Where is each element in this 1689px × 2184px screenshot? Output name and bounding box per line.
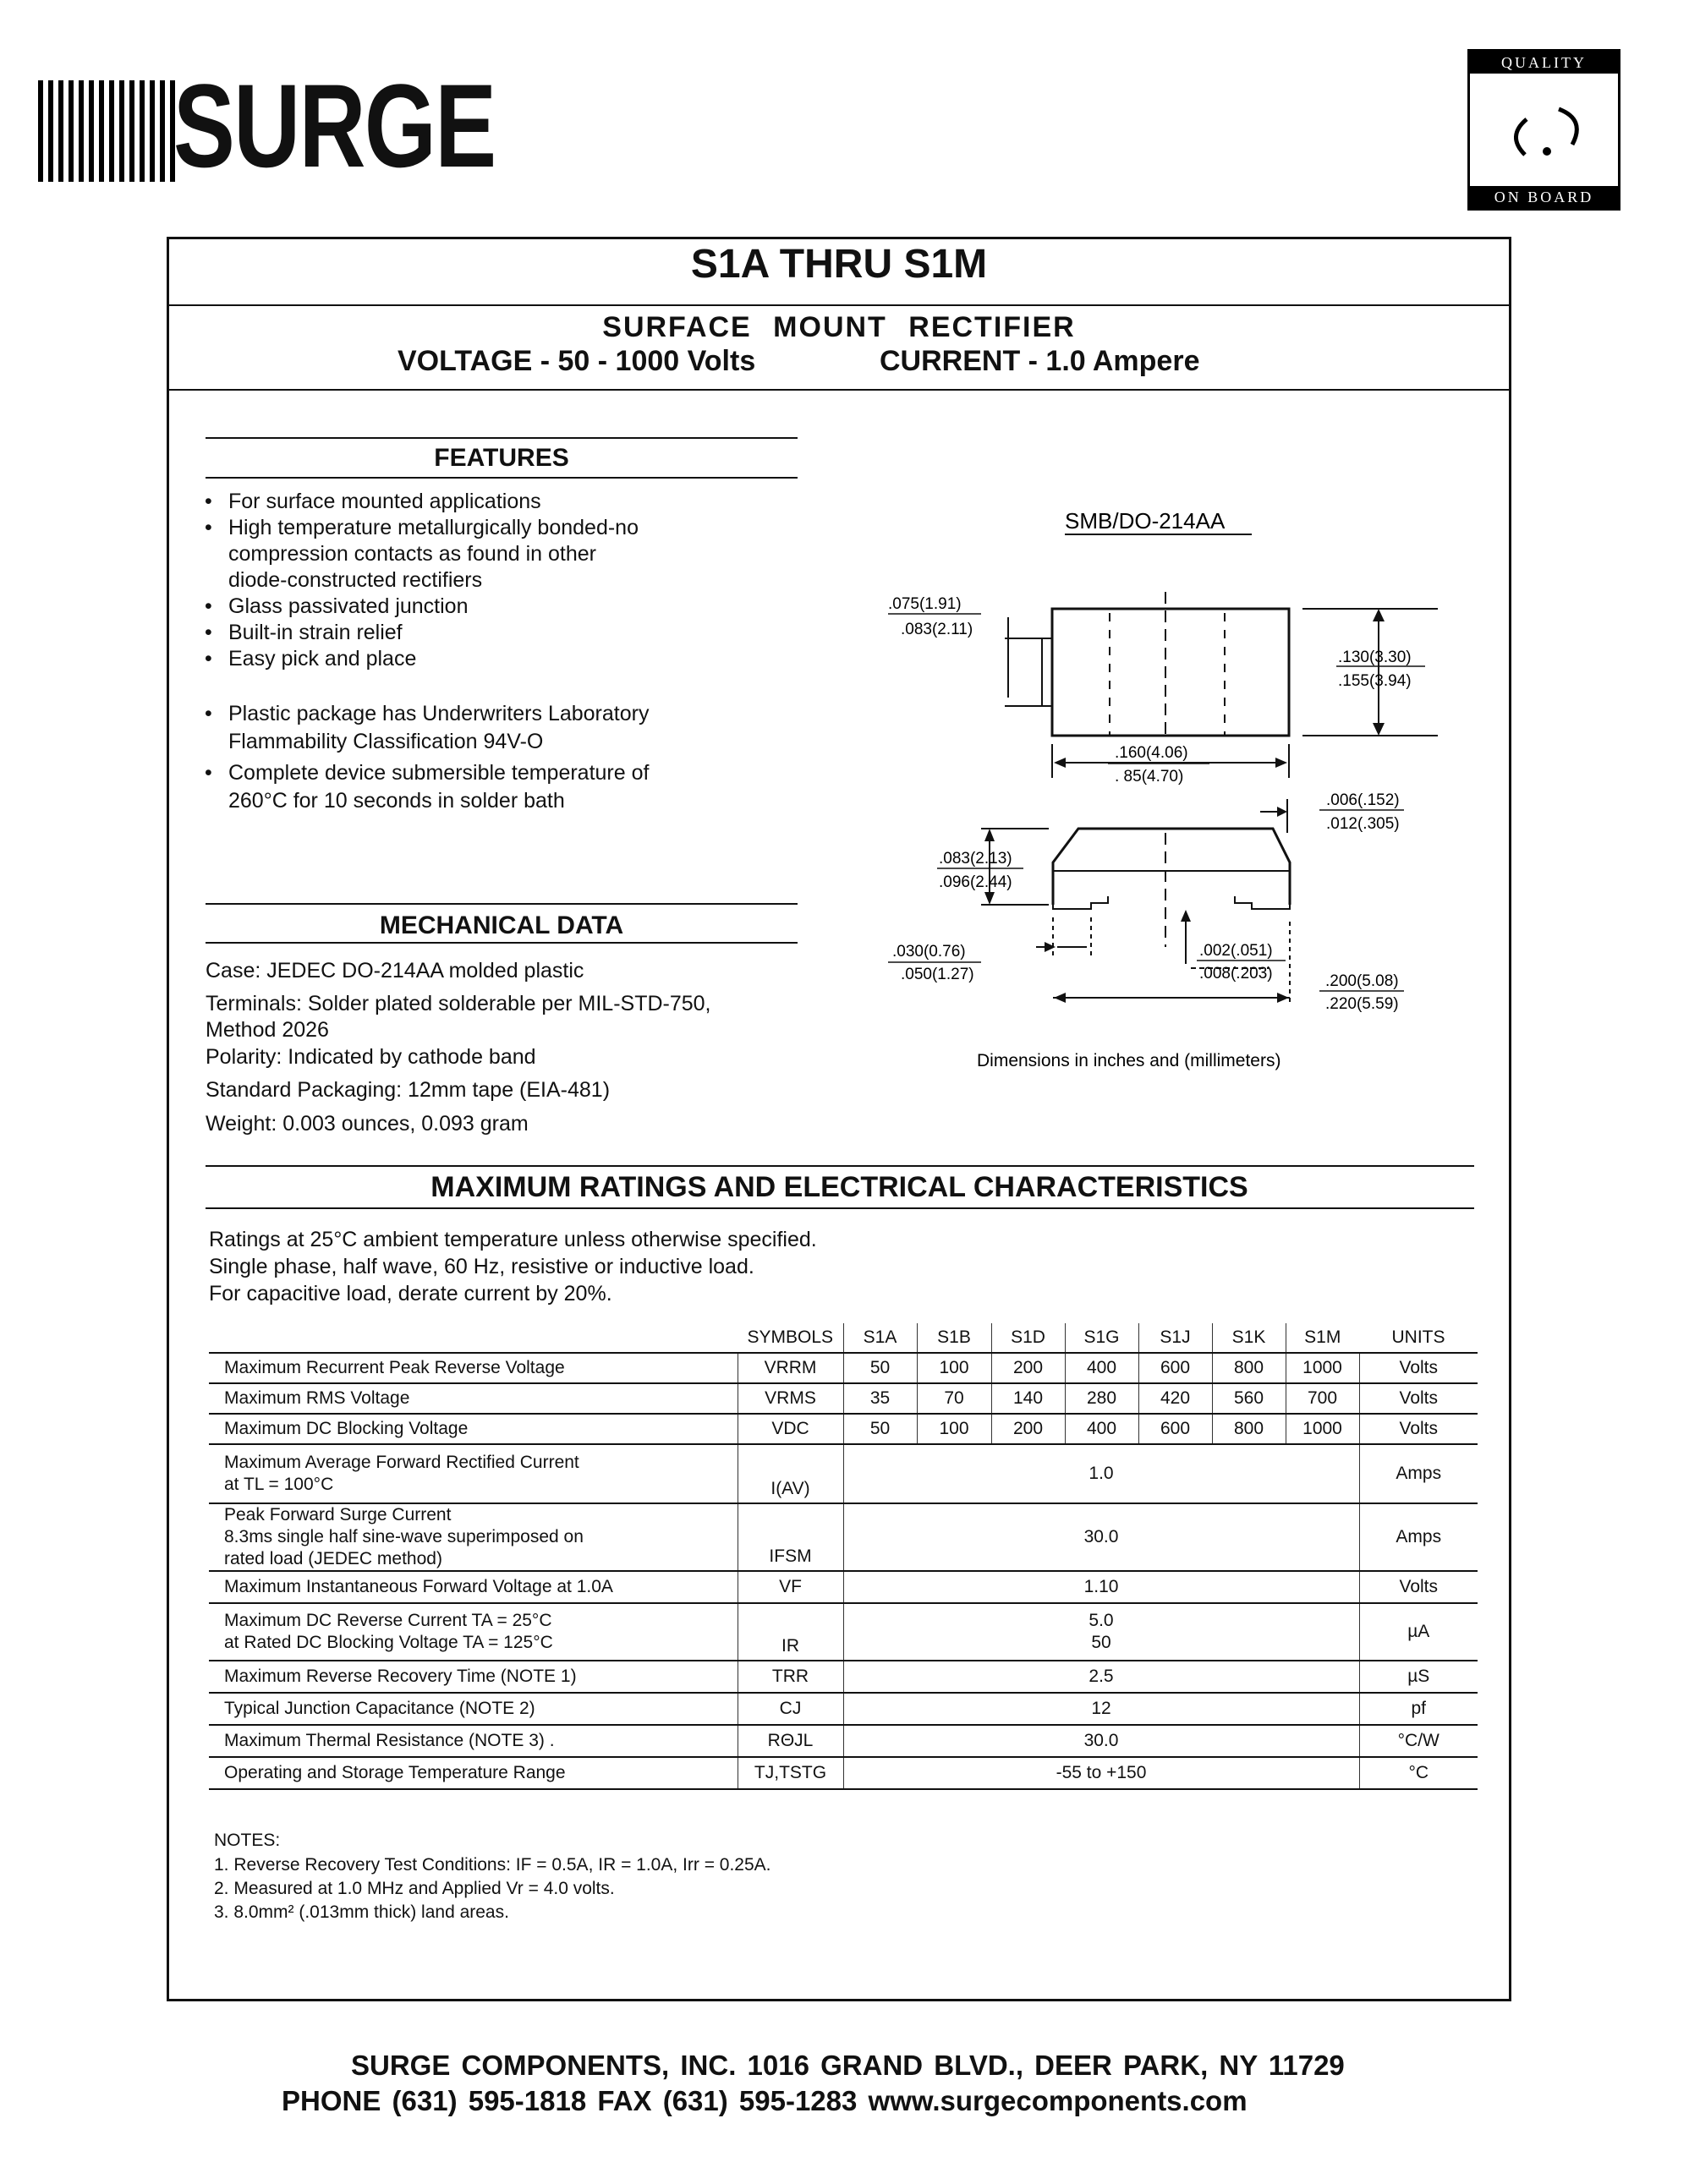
feature-item-cont: 260°C for 10 seconds in solder bath	[228, 789, 565, 813]
symbol-cell: VRRM	[738, 1353, 843, 1383]
divider	[206, 437, 798, 439]
dim-label: .008(.203)	[1199, 965, 1273, 983]
unit-cell: Volts	[1359, 1383, 1478, 1414]
dim-label: .096(2.44)	[939, 873, 1012, 891]
feature-item: • For surface mounted applications	[205, 490, 541, 513]
dim-label: .200(5.08)	[1325, 972, 1399, 990]
param-cell: Maximum DC Reverse Current TA = 25°C at Rated DC Blocking Voltage TA = 125°C	[209, 1603, 738, 1661]
param-cell: Operating and Storage Temperature Range	[209, 1757, 738, 1789]
value-cell: 400	[1065, 1353, 1138, 1383]
param-cell: Maximum Average Forward Rectified Current at TL = 100°C	[209, 1444, 738, 1503]
unit-cell: Amps	[1359, 1503, 1478, 1571]
quality-mark-icon	[1491, 85, 1597, 178]
mechanical-line: Polarity: Indicated by cathode band	[206, 1045, 536, 1069]
value-cell: 600	[1138, 1353, 1212, 1383]
divider	[206, 1207, 1474, 1209]
package-name: SMB/DO-214AA	[1065, 508, 1226, 534]
mechanical-line: Standard Packaging: 12mm tape (EIA-481)	[206, 1078, 611, 1102]
package-top-view	[1052, 609, 1289, 736]
table-row	[209, 1693, 1478, 1725]
dim-label: .220(5.59)	[1325, 995, 1399, 1013]
value-cell: 400	[1065, 1414, 1138, 1444]
param-cell: Typical Junction Capacitance (NOTE 2)	[209, 1693, 738, 1725]
feature-item-cont: diode-constructed rectifiers	[228, 568, 483, 592]
param-cell: Maximum Reverse Recovery Time (NOTE 1)	[209, 1661, 738, 1693]
value-cell: 200	[991, 1414, 1065, 1444]
column-header: S1B	[917, 1323, 991, 1353]
param-cell: Maximum RMS Voltage	[209, 1383, 738, 1414]
value-cell: 100	[917, 1353, 991, 1383]
value-cell: 1000	[1286, 1353, 1359, 1383]
value-cell: 5.0 50	[843, 1603, 1359, 1661]
mechanical-heading: MECHANICAL DATA	[379, 911, 624, 939]
ratings-heading: MAXIMUM RATINGS AND ELECTRICAL CHARACTERISTICS	[430, 1171, 1248, 1203]
column-header: UNITS	[1359, 1323, 1478, 1353]
divider	[206, 942, 798, 944]
footer-contact: PHONE (631) 595-1818 FAX (631) 595-1283 www.surgecomponents.com	[282, 2085, 1248, 2116]
mechanical-line: Case: JEDEC DO-214AA molded plastic	[206, 959, 584, 983]
dim-label: .083(2.11)	[901, 621, 973, 638]
value-cell: 50	[843, 1353, 917, 1383]
mechanical-line: Weight: 0.003 ounces, 0.093 gram	[206, 1112, 529, 1136]
unit-cell: Volts	[1359, 1571, 1478, 1603]
divider	[206, 903, 798, 905]
feature-item: • Easy pick and place	[205, 647, 417, 671]
mechanical-line: Method 2026	[206, 1018, 329, 1042]
current-spec: CURRENT - 1.0 Ampere	[880, 345, 1200, 377]
column-header: S1J	[1138, 1323, 1212, 1353]
value-cell: 70	[917, 1383, 991, 1414]
feature-item: • Complete device submersible temperature of	[205, 761, 650, 785]
unit-cell: Volts	[1359, 1353, 1478, 1383]
dim-label: .012(.305)	[1326, 815, 1400, 833]
footer-address: SURGE COMPONENTS, INC. 1016 GRAND BLVD., DEER PARK, NY 11729	[351, 2050, 1345, 2081]
value-cell: 140	[991, 1383, 1065, 1414]
feature-item: • Plastic package has Underwriters Laboratory	[205, 702, 650, 725]
ratings-intro: Ratings at 25°C ambient temperature unless otherwise specified.	[209, 1228, 817, 1251]
value-cell: 800	[1212, 1414, 1286, 1444]
value-cell: 50	[843, 1414, 917, 1444]
value-cell: 30.0	[843, 1725, 1359, 1757]
logo-text: SURGE	[173, 59, 496, 192]
unit-cell: µS	[1359, 1661, 1478, 1693]
value-cell: 420	[1138, 1383, 1212, 1414]
param-cell: Peak Forward Surge Current 8.3ms single half sine-wave superimposed on rated load (JEDEC method)	[209, 1503, 738, 1571]
divider	[206, 1165, 1474, 1167]
logo-bars	[38, 80, 175, 182]
table-row	[209, 1444, 1478, 1503]
column-header: SYMBOLS	[738, 1323, 843, 1353]
symbol-cell: VDC	[738, 1414, 843, 1444]
unit-cell: pf	[1359, 1693, 1478, 1725]
divider	[168, 389, 1510, 391]
ratings-intro: For capacitive load, derate current by 20%.	[209, 1282, 612, 1305]
surge-logo	[38, 59, 496, 192]
table-row	[209, 1353, 1478, 1383]
voltage-spec: VOLTAGE - 50 - 1000 Volts	[398, 345, 756, 377]
package-side-view	[1053, 829, 1290, 905]
notes-heading: NOTES:	[214, 1831, 281, 1850]
subtitle: SURFACE MOUNT RECTIFIER	[602, 311, 1076, 343]
feature-item: • Glass passivated junction	[205, 594, 469, 618]
param-cell: Maximum Thermal Resistance (NOTE 3) .	[209, 1725, 738, 1757]
quality-badge-bottom: ON BOARD	[1470, 186, 1618, 208]
dim-label: .130(3.30)	[1338, 649, 1412, 666]
table-row	[209, 1503, 1478, 1571]
divider	[206, 477, 798, 479]
symbol-cell: I(AV)	[738, 1444, 843, 1503]
dim-label: .002(.051)	[1199, 942, 1273, 960]
note-item: 2. Measured at 1.0 MHz and Applied Vr = 4.0 volts.	[214, 1879, 615, 1898]
column-header: S1A	[843, 1323, 917, 1353]
dim-label: .006(.152)	[1326, 791, 1400, 809]
page-title: S1A THRU S1M	[690, 242, 988, 287]
unit-cell: Amps	[1359, 1444, 1478, 1503]
table-row	[209, 1757, 1478, 1789]
dim-label: .075(1.91)	[888, 595, 962, 613]
symbol-cell: VRMS	[738, 1383, 843, 1414]
note-item: 1. Reverse Recovery Test Conditions: IF = 0.5A, IR = 1.0A, Irr = 0.25A.	[214, 1855, 771, 1875]
value-cell: 30.0	[843, 1503, 1359, 1571]
table-row	[209, 1383, 1478, 1414]
unit-cell: °C	[1359, 1757, 1478, 1789]
value-cell: 1000	[1286, 1414, 1359, 1444]
table-header-row	[209, 1323, 1478, 1353]
value-cell: 100	[917, 1414, 991, 1444]
value-cell: 12	[843, 1693, 1359, 1725]
dimensions-caption: Dimensions in inches and (millimeters)	[977, 1051, 1281, 1070]
value-cell: 800	[1212, 1353, 1286, 1383]
feature-item-cont: compression contacts as found in other	[228, 542, 596, 566]
dim-label: .160(4.06)	[1115, 744, 1188, 762]
unit-cell: Volts	[1359, 1414, 1478, 1444]
value-cell: -55 to +150	[843, 1757, 1359, 1789]
feature-item-cont: Flammability Classification 94V-O	[228, 730, 544, 753]
value-cell: 560	[1212, 1383, 1286, 1414]
value-cell: 200	[991, 1353, 1065, 1383]
symbol-cell: IFSM	[738, 1503, 843, 1571]
dim-label: .050(1.27)	[901, 966, 974, 983]
divider	[168, 304, 1510, 306]
ratings-intro: Single phase, half wave, 60 Hz, resistive or inductive load.	[209, 1255, 754, 1278]
ratings-table	[209, 1323, 1478, 1790]
note-item: 3. 8.0mm² (.013mm thick) land areas.	[214, 1902, 509, 1922]
table-row	[209, 1725, 1478, 1757]
quality-badge	[1467, 49, 1620, 211]
header-cell	[209, 1323, 738, 1353]
unit-cell: µA	[1359, 1603, 1478, 1661]
column-header: S1G	[1065, 1323, 1138, 1353]
value-cell: 2.5	[843, 1661, 1359, 1693]
table-row	[209, 1571, 1478, 1603]
symbol-cell: TRR	[738, 1661, 843, 1693]
param-cell: Maximum Instantaneous Forward Voltage at 1.0A	[209, 1571, 738, 1603]
dim-label: . 85(4.70)	[1115, 768, 1184, 785]
feature-item: • High temperature metallurgically bonded-no	[205, 516, 639, 539]
table-row	[209, 1414, 1478, 1444]
dim-label: .155(3.94)	[1338, 672, 1412, 690]
symbol-cell: RΘJL	[738, 1725, 843, 1757]
column-header: S1M	[1286, 1323, 1359, 1353]
mechanical-line: Terminals: Solder plated solderable per MIL-STD-750,	[206, 992, 711, 1015]
value-cell: 35	[843, 1383, 917, 1414]
quality-badge-top: QUALITY	[1470, 52, 1618, 74]
column-header: S1K	[1212, 1323, 1286, 1353]
value-cell: 280	[1065, 1383, 1138, 1414]
symbol-cell: IR	[738, 1603, 843, 1661]
feature-item: • Built-in strain relief	[205, 621, 403, 644]
table-row	[209, 1603, 1478, 1661]
dim-label: .083(2.13)	[939, 850, 1012, 868]
features-heading: FEATURES	[434, 444, 569, 472]
dim-label: .030(0.76)	[892, 943, 966, 961]
value-cell: 1.0	[843, 1444, 1359, 1503]
package-drawing	[863, 499, 1455, 1074]
symbol-cell: TJ,TSTG	[738, 1757, 843, 1789]
param-cell: Maximum DC Blocking Voltage	[209, 1414, 738, 1444]
value-cell: 700	[1286, 1383, 1359, 1414]
column-header: S1D	[991, 1323, 1065, 1353]
table-row	[209, 1661, 1478, 1693]
value-cell: 600	[1138, 1414, 1212, 1444]
param-cell: Maximum Recurrent Peak Reverse Voltage	[209, 1353, 738, 1383]
unit-cell: °C/W	[1359, 1725, 1478, 1757]
value-cell: 1.10	[843, 1571, 1359, 1603]
symbol-cell: VF	[738, 1571, 843, 1603]
symbol-cell: CJ	[738, 1693, 843, 1725]
